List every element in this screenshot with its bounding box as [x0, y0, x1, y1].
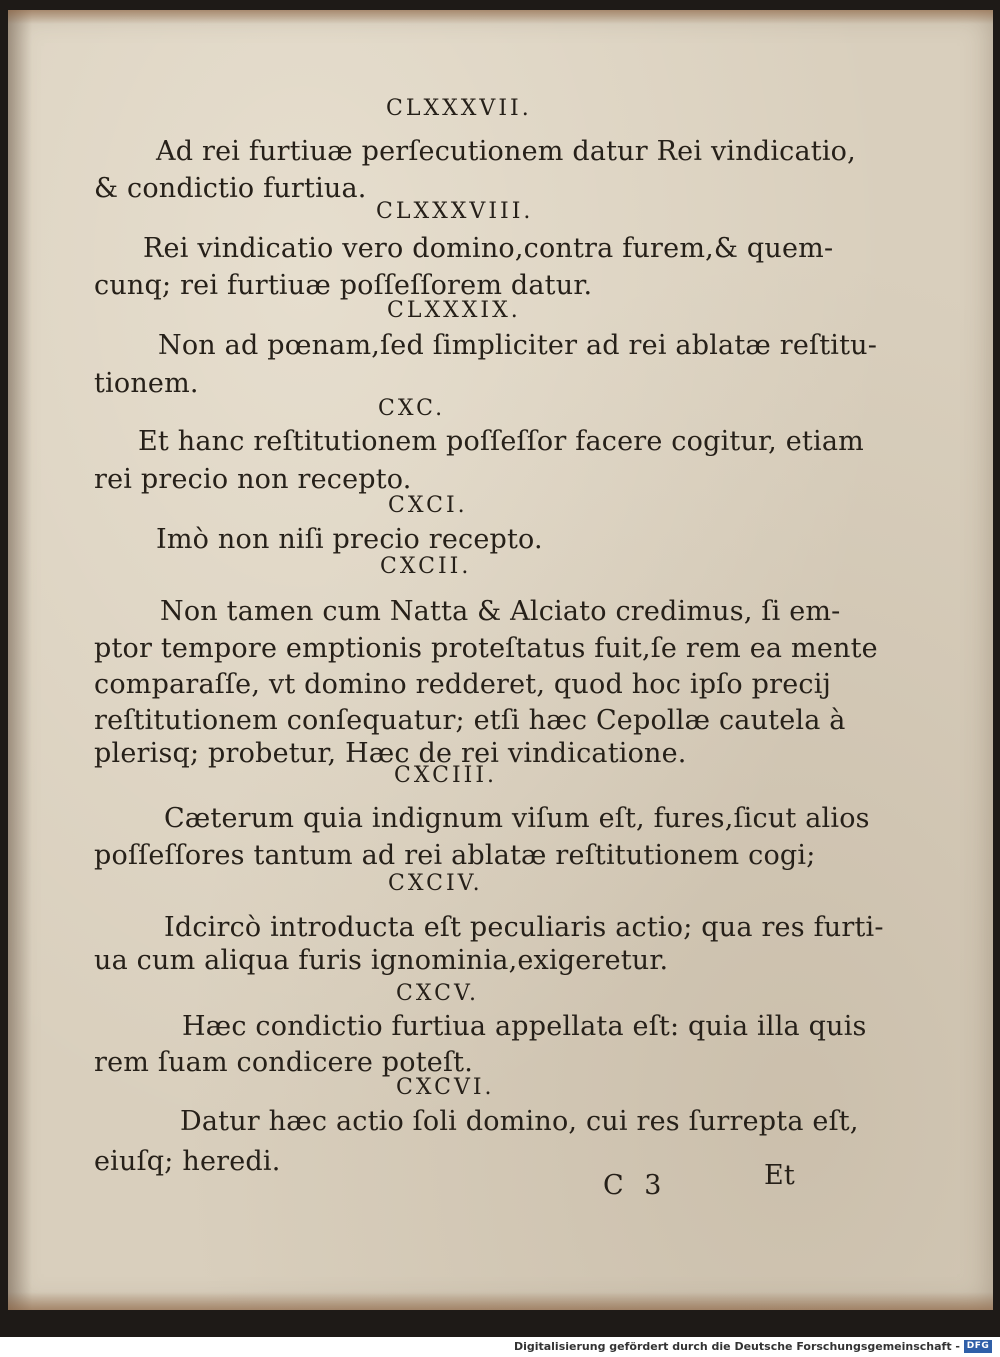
text-line: Idcircò introducta eſt peculiaris actio; qua res furti- [164, 912, 884, 943]
section-heading: CXCII. [380, 554, 472, 579]
text-line: Ad rei furtiuæ perſecutionem datur Rei vindicatio, [156, 136, 856, 167]
section-heading: CXCI. [388, 493, 468, 518]
section-heading: CXC. [378, 396, 446, 421]
text-line: Rei vindicatio vero domino,contra furem,& quem- [143, 233, 834, 264]
text-line: Non tamen cum Natta & Alciato credimus, ſi em- [160, 596, 841, 627]
text-line: cunq; rei furtiuæ poſſeſſorem datur. [94, 270, 593, 301]
section-heading: CXCIII. [394, 763, 498, 788]
text-line: Hæc condictio furtiua appellata eſt: quia illa quis [182, 1011, 867, 1042]
text-line: Et hanc reſtitutionem poſſeſſor facere cogitur, etiam [138, 426, 864, 457]
text-line: poſſeſſores tantum ad rei ablatæ reſtitutionem cogi; [94, 840, 816, 871]
section-heading: CXCIV. [388, 871, 483, 896]
section-heading: CLXXXVIII. [376, 199, 534, 224]
text-line: Cæterum quia indignum viſum eſt, fures,ſicut alios [164, 803, 870, 834]
text-line: tionem. [94, 368, 199, 399]
section-heading: CLXXXVII. [386, 96, 532, 121]
text-line: eiuſq; heredi. [94, 1146, 281, 1177]
dfg-logo: DFG [964, 1340, 992, 1353]
text-line: rei precio non recepto. [94, 464, 412, 495]
text-line: comparaſſe, vt domino redderet, quod hoc ipſo precij [94, 669, 832, 700]
text-line: Imò non niſi precio recepto. [156, 524, 543, 555]
catchword: Et [764, 1160, 795, 1191]
text-line: rem ſuam condicere poteſt. [94, 1047, 473, 1078]
text-line: ua cum aliqua furis ignominia,exigeretur. [94, 945, 669, 976]
signature-mark: C 3 [603, 1170, 668, 1201]
spine-shadow [8, 10, 32, 1310]
section-heading: CXCV. [396, 981, 479, 1006]
section-heading: CLXXXIX. [387, 298, 521, 323]
page-edge-bottom [8, 1292, 993, 1310]
text-line: ptor tempore emptionis proteſtatus fuit,ſe rem ea mente [94, 633, 878, 664]
page-edge-top [8, 10, 993, 24]
text-line: & condictio furtiua. [94, 173, 367, 204]
footer-credit: Digitalisierung gefördert durch die Deutsche Forschungsgemeinschaft - [513, 1340, 960, 1353]
book-page [8, 10, 993, 1310]
text-line: Datur hæc actio ſoli domino, cui res ſurrepta eſt, [180, 1106, 859, 1137]
text-line: reſtitutionem conſequatur; etſi hæc Cepollæ cautela à [94, 705, 846, 736]
text-line: Non ad pœnam,ſed ſimpliciter ad rei ablatæ reſtitu- [158, 330, 878, 361]
text-line: plerisq; probetur, Hæc de rei vindicatione. [94, 738, 687, 769]
section-heading: CXCVI. [396, 1075, 495, 1100]
